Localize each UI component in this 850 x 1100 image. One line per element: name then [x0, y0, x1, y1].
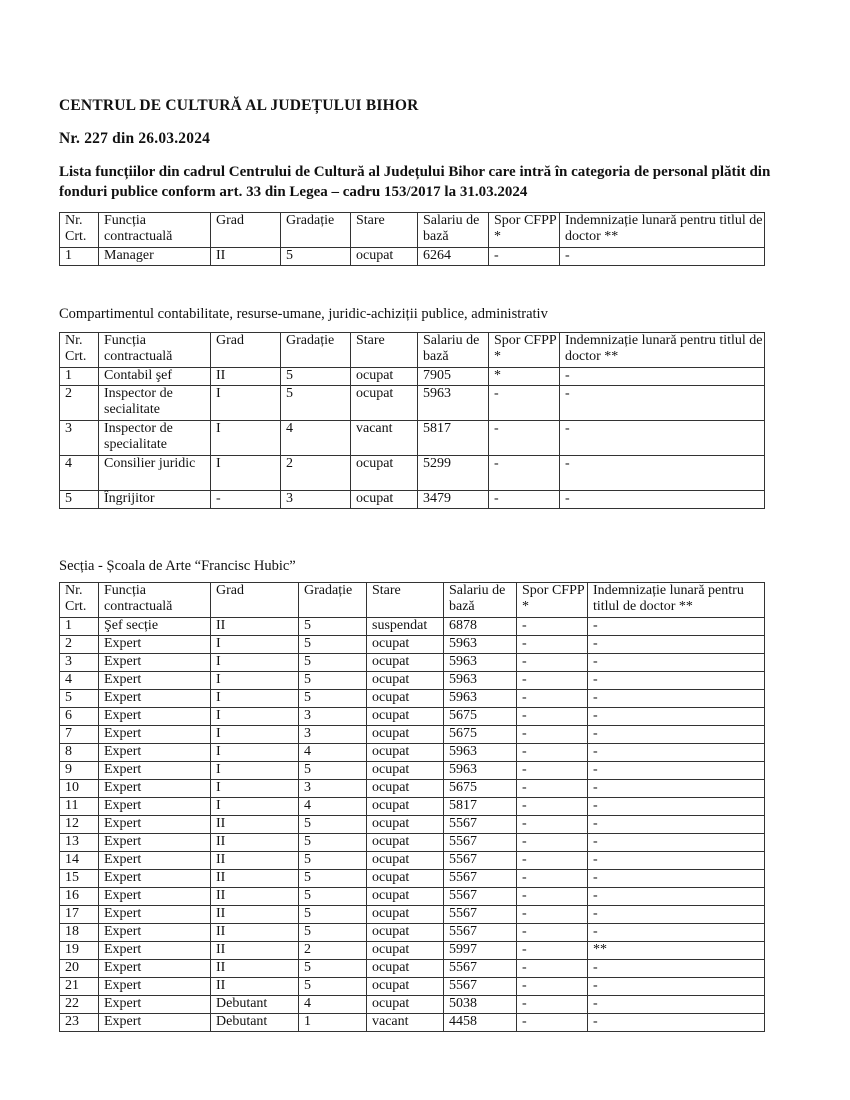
cell-salariu: 5963: [444, 690, 517, 708]
cell-functia: Îngrijitor: [99, 491, 211, 509]
cell-grad: I: [211, 762, 299, 780]
cell-indemnizatie: -: [560, 421, 765, 456]
cell-spor: -: [517, 834, 588, 852]
header-salariu: Salariu de bază: [418, 213, 489, 248]
cell-spor: -: [517, 942, 588, 960]
cell-salariu: 3479: [418, 491, 489, 509]
cell-gradatie: 5: [299, 960, 367, 978]
table-row: [60, 906, 765, 924]
cell-indemnizatie: -: [588, 978, 765, 996]
cell-functia: Expert: [99, 924, 211, 942]
header-gradatie: Gradație: [281, 333, 351, 368]
cell-salariu: 5567: [444, 960, 517, 978]
cell-gradatie: 4: [299, 996, 367, 1014]
cell-grad: II: [211, 248, 281, 266]
cell-nr: 23: [60, 1014, 99, 1032]
cell-salariu: 6878: [444, 618, 517, 636]
cell-salariu: 5038: [444, 996, 517, 1014]
cell-indemnizatie: -: [588, 798, 765, 816]
cell-functia: Contabil şef: [99, 368, 211, 386]
header-gradatie: Gradație: [299, 583, 367, 618]
cell-stare: ocupat: [351, 456, 418, 491]
cell-nr: 9: [60, 762, 99, 780]
table-header-row: [60, 583, 765, 618]
cell-indemnizatie: -: [588, 762, 765, 780]
table-row: [60, 762, 765, 780]
cell-gradatie: 5: [299, 870, 367, 888]
cell-gradatie: 5: [299, 888, 367, 906]
cell-indemnizatie: -: [560, 456, 765, 491]
cell-nr: 21: [60, 978, 99, 996]
cell-stare: ocupat: [367, 942, 444, 960]
table-row: [60, 924, 765, 942]
cell-nr: 5: [60, 491, 99, 509]
cell-salariu: 5675: [444, 708, 517, 726]
cell-indemnizatie: -: [588, 708, 765, 726]
cell-spor: -: [517, 762, 588, 780]
table-row: [60, 852, 765, 870]
scoala-table: [59, 582, 765, 1032]
cell-nr: 1: [60, 368, 99, 386]
cell-nr: 18: [60, 924, 99, 942]
cell-gradatie: 5: [299, 690, 367, 708]
cell-spor: -: [517, 960, 588, 978]
cell-indemnizatie: -: [588, 726, 765, 744]
table-row: [60, 816, 765, 834]
cell-grad: II: [211, 618, 299, 636]
cell-grad: I: [211, 421, 281, 456]
document-subtitle: Lista funcțiilor din cadrul Centrului de Cultură al Județului Bihor care intră în categoria de personal plătit din fonduri publice conform art. 33 din Legea – cadru 153/2017 la 31.03.2024: [59, 164, 771, 200]
cell-stare: vacant: [367, 1014, 444, 1032]
cell-stare: ocupat: [351, 491, 418, 509]
cell-nr: 2: [60, 386, 99, 421]
cell-grad: II: [211, 924, 299, 942]
table-row: [60, 1014, 765, 1032]
cell-functia: Expert: [99, 654, 211, 672]
cell-salariu: 5963: [444, 762, 517, 780]
cell-functia: Expert: [99, 852, 211, 870]
cell-stare: ocupat: [367, 744, 444, 762]
table-row: [60, 744, 765, 762]
header-spor: Spor CFPP *: [489, 213, 560, 248]
cell-stare: ocupat: [367, 708, 444, 726]
cell-salariu: 5963: [444, 636, 517, 654]
cell-nr: 22: [60, 996, 99, 1014]
cell-nr: 3: [60, 654, 99, 672]
cell-salariu: 5997: [444, 942, 517, 960]
cell-functia: Expert: [99, 942, 211, 960]
cell-salariu: 5963: [444, 672, 517, 690]
section-title-scoala: Secția - Școala de Arte “Francisc Hubic”: [59, 558, 296, 574]
table-row: [60, 798, 765, 816]
cell-stare: ocupat: [367, 672, 444, 690]
table-row: [60, 636, 765, 654]
cell-gradatie: 3: [299, 726, 367, 744]
cell-grad: II: [211, 816, 299, 834]
cell-nr: 19: [60, 942, 99, 960]
cell-gradatie: 5: [299, 978, 367, 996]
table-row: [60, 708, 765, 726]
cell-salariu: 5817: [418, 421, 489, 456]
cell-nr: 8: [60, 744, 99, 762]
table-row: [60, 690, 765, 708]
cell-spor: *: [489, 368, 560, 386]
cell-grad: I: [211, 636, 299, 654]
cell-spor: -: [517, 906, 588, 924]
cell-stare: ocupat: [367, 798, 444, 816]
cell-functia: Expert: [99, 726, 211, 744]
cell-spor: -: [517, 852, 588, 870]
cell-nr: 12: [60, 816, 99, 834]
cell-indemnizatie: **: [588, 942, 765, 960]
cell-gradatie: 5: [299, 816, 367, 834]
cell-gradatie: 4: [281, 421, 351, 456]
cell-gradatie: 5: [299, 762, 367, 780]
cell-spor: -: [517, 726, 588, 744]
cell-grad: Debutant: [211, 1014, 299, 1032]
cell-grad: I: [211, 672, 299, 690]
header-indemnizatie: Indemnizație lunară pentru titlul de doctor **: [560, 213, 765, 248]
cell-nr: 1: [60, 248, 99, 266]
cell-spor: -: [517, 816, 588, 834]
cell-indemnizatie: -: [588, 906, 765, 924]
cell-nr: 11: [60, 798, 99, 816]
cell-indemnizatie: -: [588, 744, 765, 762]
header-stare: Stare: [367, 583, 444, 618]
cell-grad: II: [211, 960, 299, 978]
cell-nr: 6: [60, 708, 99, 726]
cell-indemnizatie: -: [560, 386, 765, 421]
management-table: [59, 212, 765, 266]
org-title: CENTRUL DE CULTURĂ AL JUDEȚULUI BIHOR: [59, 97, 419, 114]
cell-nr: 17: [60, 906, 99, 924]
cell-salariu: 5567: [444, 816, 517, 834]
cell-spor: -: [517, 1014, 588, 1032]
cell-salariu: 5675: [444, 726, 517, 744]
cell-spor: -: [517, 744, 588, 762]
cell-indemnizatie: -: [588, 1014, 765, 1032]
cell-spor: -: [517, 996, 588, 1014]
cell-indemnizatie: -: [588, 852, 765, 870]
cell-salariu: 5567: [444, 978, 517, 996]
cell-indemnizatie: -: [588, 780, 765, 798]
header-indemnizatie: Indemnizație lunară pentru titlul de doctor **: [560, 333, 765, 368]
cell-indemnizatie: -: [588, 690, 765, 708]
cell-spor: -: [517, 888, 588, 906]
cell-stare: suspendat: [367, 618, 444, 636]
table-row: [60, 654, 765, 672]
header-nr: Nr. Crt.: [60, 333, 99, 368]
cell-spor: -: [517, 870, 588, 888]
cell-salariu: 5567: [444, 834, 517, 852]
cell-gradatie: 5: [299, 834, 367, 852]
cell-functia: Expert: [99, 780, 211, 798]
compartiment-table: [59, 332, 765, 509]
header-stare: Stare: [351, 213, 418, 248]
cell-functia: Expert: [99, 672, 211, 690]
cell-gradatie: 1: [299, 1014, 367, 1032]
cell-functia: Expert: [99, 906, 211, 924]
header-gradatie: Gradație: [281, 213, 351, 248]
cell-indemnizatie: -: [560, 491, 765, 509]
cell-stare: ocupat: [351, 248, 418, 266]
cell-indemnizatie: -: [588, 816, 765, 834]
cell-grad: I: [211, 690, 299, 708]
table-row: [60, 672, 765, 690]
cell-spor: -: [517, 654, 588, 672]
cell-spor: -: [517, 978, 588, 996]
cell-grad: I: [211, 744, 299, 762]
cell-gradatie: 4: [299, 798, 367, 816]
header-salariu: Salariu de bază: [418, 333, 489, 368]
cell-functia: Expert: [99, 996, 211, 1014]
cell-gradatie: 5: [299, 924, 367, 942]
cell-indemnizatie: -: [588, 996, 765, 1014]
cell-functia: Inspector de secialitate: [99, 386, 211, 421]
cell-functia: Expert: [99, 690, 211, 708]
cell-nr: 16: [60, 888, 99, 906]
cell-spor: -: [489, 386, 560, 421]
cell-functia: Expert: [99, 816, 211, 834]
cell-indemnizatie: -: [588, 870, 765, 888]
cell-gradatie: 5: [299, 618, 367, 636]
cell-grad: II: [211, 942, 299, 960]
table-row: [60, 421, 765, 456]
cell-nr: 13: [60, 834, 99, 852]
cell-spor: -: [517, 780, 588, 798]
cell-indemnizatie: -: [588, 960, 765, 978]
cell-indemnizatie: -: [588, 636, 765, 654]
header-salariu: Salariu de bază: [444, 583, 517, 618]
table-row: [60, 618, 765, 636]
cell-stare: ocupat: [367, 996, 444, 1014]
cell-indemnizatie: -: [560, 368, 765, 386]
cell-grad: II: [211, 906, 299, 924]
cell-functia: Expert: [99, 762, 211, 780]
cell-grad: II: [211, 852, 299, 870]
cell-nr: 2: [60, 636, 99, 654]
cell-grad: II: [211, 834, 299, 852]
cell-indemnizatie: -: [588, 654, 765, 672]
cell-spor: -: [517, 690, 588, 708]
header-nr: Nr. Crt.: [60, 583, 99, 618]
cell-stare: ocupat: [367, 888, 444, 906]
cell-spor: -: [517, 708, 588, 726]
header-grad: Grad: [211, 333, 281, 368]
cell-gradatie: 5: [281, 368, 351, 386]
cell-indemnizatie: -: [588, 834, 765, 852]
cell-functia: Consilier juridic: [99, 456, 211, 491]
cell-gradatie: 5: [299, 852, 367, 870]
cell-spor: -: [489, 456, 560, 491]
cell-stare: ocupat: [367, 978, 444, 996]
cell-grad: II: [211, 978, 299, 996]
table-row: [60, 996, 765, 1014]
cell-gradatie: 5: [299, 672, 367, 690]
cell-nr: 3: [60, 421, 99, 456]
cell-gradatie: 5: [299, 636, 367, 654]
cell-salariu: 5567: [444, 870, 517, 888]
cell-functia: Expert: [99, 1014, 211, 1032]
cell-functia: Expert: [99, 960, 211, 978]
cell-functia: Expert: [99, 888, 211, 906]
cell-stare: ocupat: [367, 960, 444, 978]
cell-stare: ocupat: [367, 636, 444, 654]
cell-functia: Expert: [99, 834, 211, 852]
cell-salariu: 4458: [444, 1014, 517, 1032]
section-title-compartiment: Compartimentul contabilitate, resurse-umane, juridic-achiziții publice, administrativ: [59, 306, 548, 322]
cell-grad: Debutant: [211, 996, 299, 1014]
cell-spor: -: [517, 798, 588, 816]
cell-indemnizatie: -: [588, 888, 765, 906]
cell-functia: Expert: [99, 708, 211, 726]
cell-functia: Expert: [99, 978, 211, 996]
cell-stare: ocupat: [367, 924, 444, 942]
table-row: [60, 456, 765, 491]
header-grad: Grad: [211, 583, 299, 618]
cell-gradatie: 5: [281, 386, 351, 421]
table-row: [60, 491, 765, 509]
cell-gradatie: 3: [281, 491, 351, 509]
cell-grad: II: [211, 888, 299, 906]
cell-salariu: 5963: [418, 386, 489, 421]
table-row: [60, 834, 765, 852]
cell-spor: -: [489, 491, 560, 509]
table-row: [60, 726, 765, 744]
cell-gradatie: 3: [299, 708, 367, 726]
cell-nr: 4: [60, 456, 99, 491]
cell-salariu: 5675: [444, 780, 517, 798]
cell-functia: Manager: [99, 248, 211, 266]
cell-salariu: 5567: [444, 888, 517, 906]
table-row: [60, 780, 765, 798]
cell-stare: ocupat: [367, 906, 444, 924]
table-row: [60, 888, 765, 906]
cell-stare: ocupat: [351, 368, 418, 386]
cell-nr: 1: [60, 618, 99, 636]
cell-nr: 7: [60, 726, 99, 744]
header-functia: Funcția contractuală: [99, 583, 211, 618]
table-row: [60, 960, 765, 978]
cell-stare: ocupat: [367, 762, 444, 780]
cell-grad: I: [211, 780, 299, 798]
cell-functia: Şef secție: [99, 618, 211, 636]
cell-gradatie: 2: [281, 456, 351, 491]
table-row: [60, 386, 765, 421]
header-functia: Funcția contractuală: [99, 333, 211, 368]
cell-spor: -: [517, 924, 588, 942]
cell-salariu: 5567: [444, 852, 517, 870]
cell-spor: -: [517, 636, 588, 654]
cell-grad: II: [211, 368, 281, 386]
cell-spor: -: [489, 421, 560, 456]
table-row: [60, 978, 765, 996]
cell-salariu: 5299: [418, 456, 489, 491]
cell-indemnizatie: -: [560, 248, 765, 266]
cell-gradatie: 5: [299, 654, 367, 672]
cell-grad: I: [211, 726, 299, 744]
cell-salariu: 5567: [444, 906, 517, 924]
cell-grad: I: [211, 456, 281, 491]
table-header-row: [60, 333, 765, 368]
cell-gradatie: 2: [299, 942, 367, 960]
cell-stare: ocupat: [367, 834, 444, 852]
cell-stare: ocupat: [367, 780, 444, 798]
cell-salariu: 5963: [444, 654, 517, 672]
table-row: [60, 368, 765, 386]
header-indemnizatie: Indemnizație lunară pentru titlul de doctor **: [588, 583, 765, 618]
header-functia: Funcția contractuală: [99, 213, 211, 248]
cell-nr: 15: [60, 870, 99, 888]
header-nr: Nr. Crt.: [60, 213, 99, 248]
cell-spor: -: [517, 618, 588, 636]
cell-grad: I: [211, 386, 281, 421]
cell-grad: I: [211, 798, 299, 816]
table-row: [60, 870, 765, 888]
cell-grad: I: [211, 654, 299, 672]
cell-spor: -: [489, 248, 560, 266]
cell-grad: II: [211, 870, 299, 888]
cell-indemnizatie: -: [588, 618, 765, 636]
document-number: Nr. 227 din 26.03.2024: [59, 130, 211, 147]
cell-stare: ocupat: [351, 386, 418, 421]
cell-stare: ocupat: [367, 726, 444, 744]
header-grad: Grad: [211, 213, 281, 248]
cell-functia: Expert: [99, 870, 211, 888]
cell-functia: Inspector de specialitate: [99, 421, 211, 456]
cell-functia: Expert: [99, 744, 211, 762]
cell-spor: -: [517, 672, 588, 690]
cell-nr: 20: [60, 960, 99, 978]
cell-indemnizatie: -: [588, 924, 765, 942]
cell-stare: ocupat: [367, 690, 444, 708]
cell-salariu: 6264: [418, 248, 489, 266]
cell-stare: ocupat: [367, 654, 444, 672]
cell-gradatie: 5: [281, 248, 351, 266]
cell-nr: 14: [60, 852, 99, 870]
cell-nr: 5: [60, 690, 99, 708]
cell-salariu: 5963: [444, 744, 517, 762]
cell-nr: 4: [60, 672, 99, 690]
cell-salariu: 7905: [418, 368, 489, 386]
cell-functia: Expert: [99, 636, 211, 654]
header-spor: Spor CFPP *: [489, 333, 560, 368]
cell-stare: ocupat: [367, 870, 444, 888]
header-spor: Spor CFPP *: [517, 583, 588, 618]
cell-grad: I: [211, 708, 299, 726]
cell-indemnizatie: -: [588, 672, 765, 690]
table-row: [60, 248, 765, 266]
table-header-row: [60, 213, 765, 248]
cell-stare: ocupat: [367, 852, 444, 870]
cell-gradatie: 4: [299, 744, 367, 762]
cell-salariu: 5817: [444, 798, 517, 816]
header-stare: Stare: [351, 333, 418, 368]
cell-nr: 10: [60, 780, 99, 798]
table-row: [60, 942, 765, 960]
cell-gradatie: 3: [299, 780, 367, 798]
cell-stare: ocupat: [367, 816, 444, 834]
cell-salariu: 5567: [444, 924, 517, 942]
cell-gradatie: 5: [299, 906, 367, 924]
cell-grad: -: [211, 491, 281, 509]
cell-functia: Expert: [99, 798, 211, 816]
cell-stare: vacant: [351, 421, 418, 456]
